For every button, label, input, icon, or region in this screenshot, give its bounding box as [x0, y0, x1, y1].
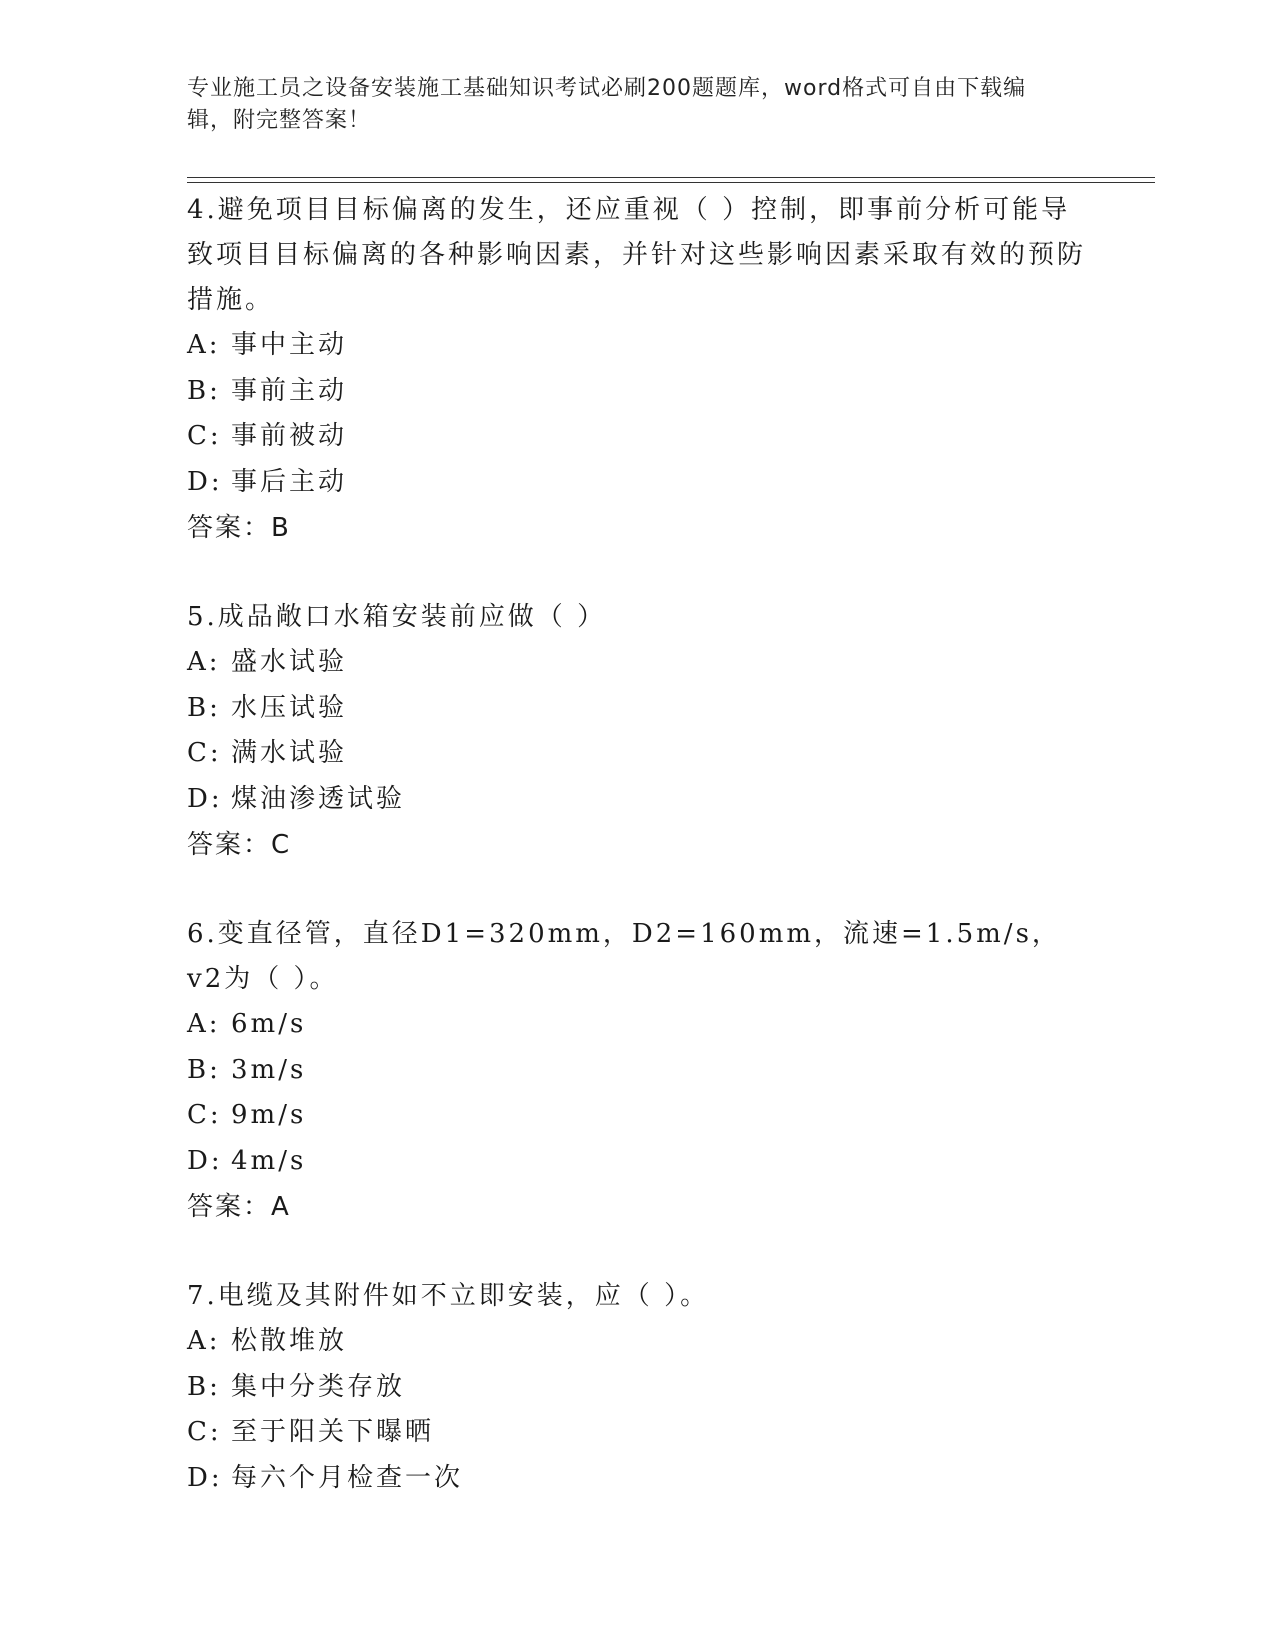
option-text: 4m/s	[231, 1145, 307, 1176]
option-letter: C:	[187, 738, 222, 768]
option-letter: B:	[187, 692, 221, 723]
option-text: 每六个月检查一次	[231, 1462, 464, 1493]
option-b	[187, 1048, 1087, 1094]
option-text: 6m/s	[231, 1009, 307, 1039]
option-text: 事前主动	[231, 375, 348, 406]
option-text: 煤油渗透试验	[231, 783, 406, 814]
option-text: 事前被动	[231, 421, 348, 451]
option-letter: B:	[187, 375, 221, 406]
option-a	[187, 1319, 1087, 1365]
option-letter: A:	[187, 647, 221, 677]
header-rule-top	[187, 177, 1155, 178]
option-b	[187, 369, 1087, 415]
question-stem: 7.电缆及其附件如不立即安装，应（ ）。	[187, 1281, 710, 1311]
option-text: 松散堆放	[231, 1326, 348, 1356]
option-a	[187, 323, 1087, 369]
option-letter: D:	[187, 1145, 223, 1176]
option-letter: C:	[187, 1417, 222, 1447]
option-text: 事中主动	[231, 330, 348, 360]
question-stem: 6.变直径管，直径D1=320mm，D2=160mm，流速=1.5m/s，v2为（ ）。	[187, 919, 1061, 994]
option-letter: B:	[187, 1371, 221, 1402]
question-item	[187, 595, 1087, 868]
option-letter: D:	[187, 466, 223, 497]
option-letter: D:	[187, 783, 223, 814]
option-text: 盛水试验	[231, 647, 348, 677]
option-text: 3m/s	[231, 1054, 307, 1085]
option-b	[187, 1365, 1087, 1411]
option-c	[187, 731, 1087, 777]
option-c	[187, 1093, 1087, 1139]
document-header: 专业施工员之设备安装施工基础知识考试必刷200题题库，word格式可自由下载编辑，附完整答案！	[187, 76, 1027, 133]
question-item	[187, 912, 1087, 1230]
question-stem: 5.成品敞口水箱安装前应做（ ）	[187, 602, 607, 632]
answer-text: 答案：C	[187, 830, 292, 860]
option-d	[187, 1456, 1087, 1502]
option-d	[187, 1139, 1087, 1185]
option-text: 事后主动	[231, 466, 348, 497]
option-letter: C:	[187, 421, 222, 451]
option-a	[187, 640, 1087, 686]
option-text: 9m/s	[231, 1100, 307, 1130]
answer-text: 答案：A	[187, 1192, 291, 1222]
option-letter: D:	[187, 1462, 223, 1493]
question-item	[187, 188, 1087, 551]
option-d	[187, 460, 1087, 506]
question-list	[187, 188, 1087, 1545]
header-rule-bottom	[187, 182, 1155, 183]
option-letter: B:	[187, 1054, 221, 1085]
option-a	[187, 1002, 1087, 1048]
option-letter: C:	[187, 1100, 222, 1130]
option-letter: A:	[187, 1326, 221, 1356]
option-c	[187, 1410, 1087, 1456]
option-text: 至于阳关下曝晒	[231, 1417, 435, 1447]
option-c	[187, 414, 1087, 460]
option-text: 集中分类存放	[231, 1371, 406, 1402]
option-letter: A:	[187, 330, 221, 360]
option-d	[187, 777, 1087, 823]
option-letter: A:	[187, 1009, 221, 1039]
option-text: 满水试验	[231, 738, 348, 768]
option-b	[187, 686, 1087, 732]
answer-text: 答案：B	[187, 513, 291, 543]
question-item	[187, 1274, 1087, 1501]
question-stem: 4.避免项目目标偏离的发生，还应重视（ ）控制，即事前分析可能导致项目目标偏离的各种影响因素，并针对这些影响因素采取有效的预防措施。	[187, 195, 1087, 315]
option-text: 水压试验	[231, 692, 348, 723]
